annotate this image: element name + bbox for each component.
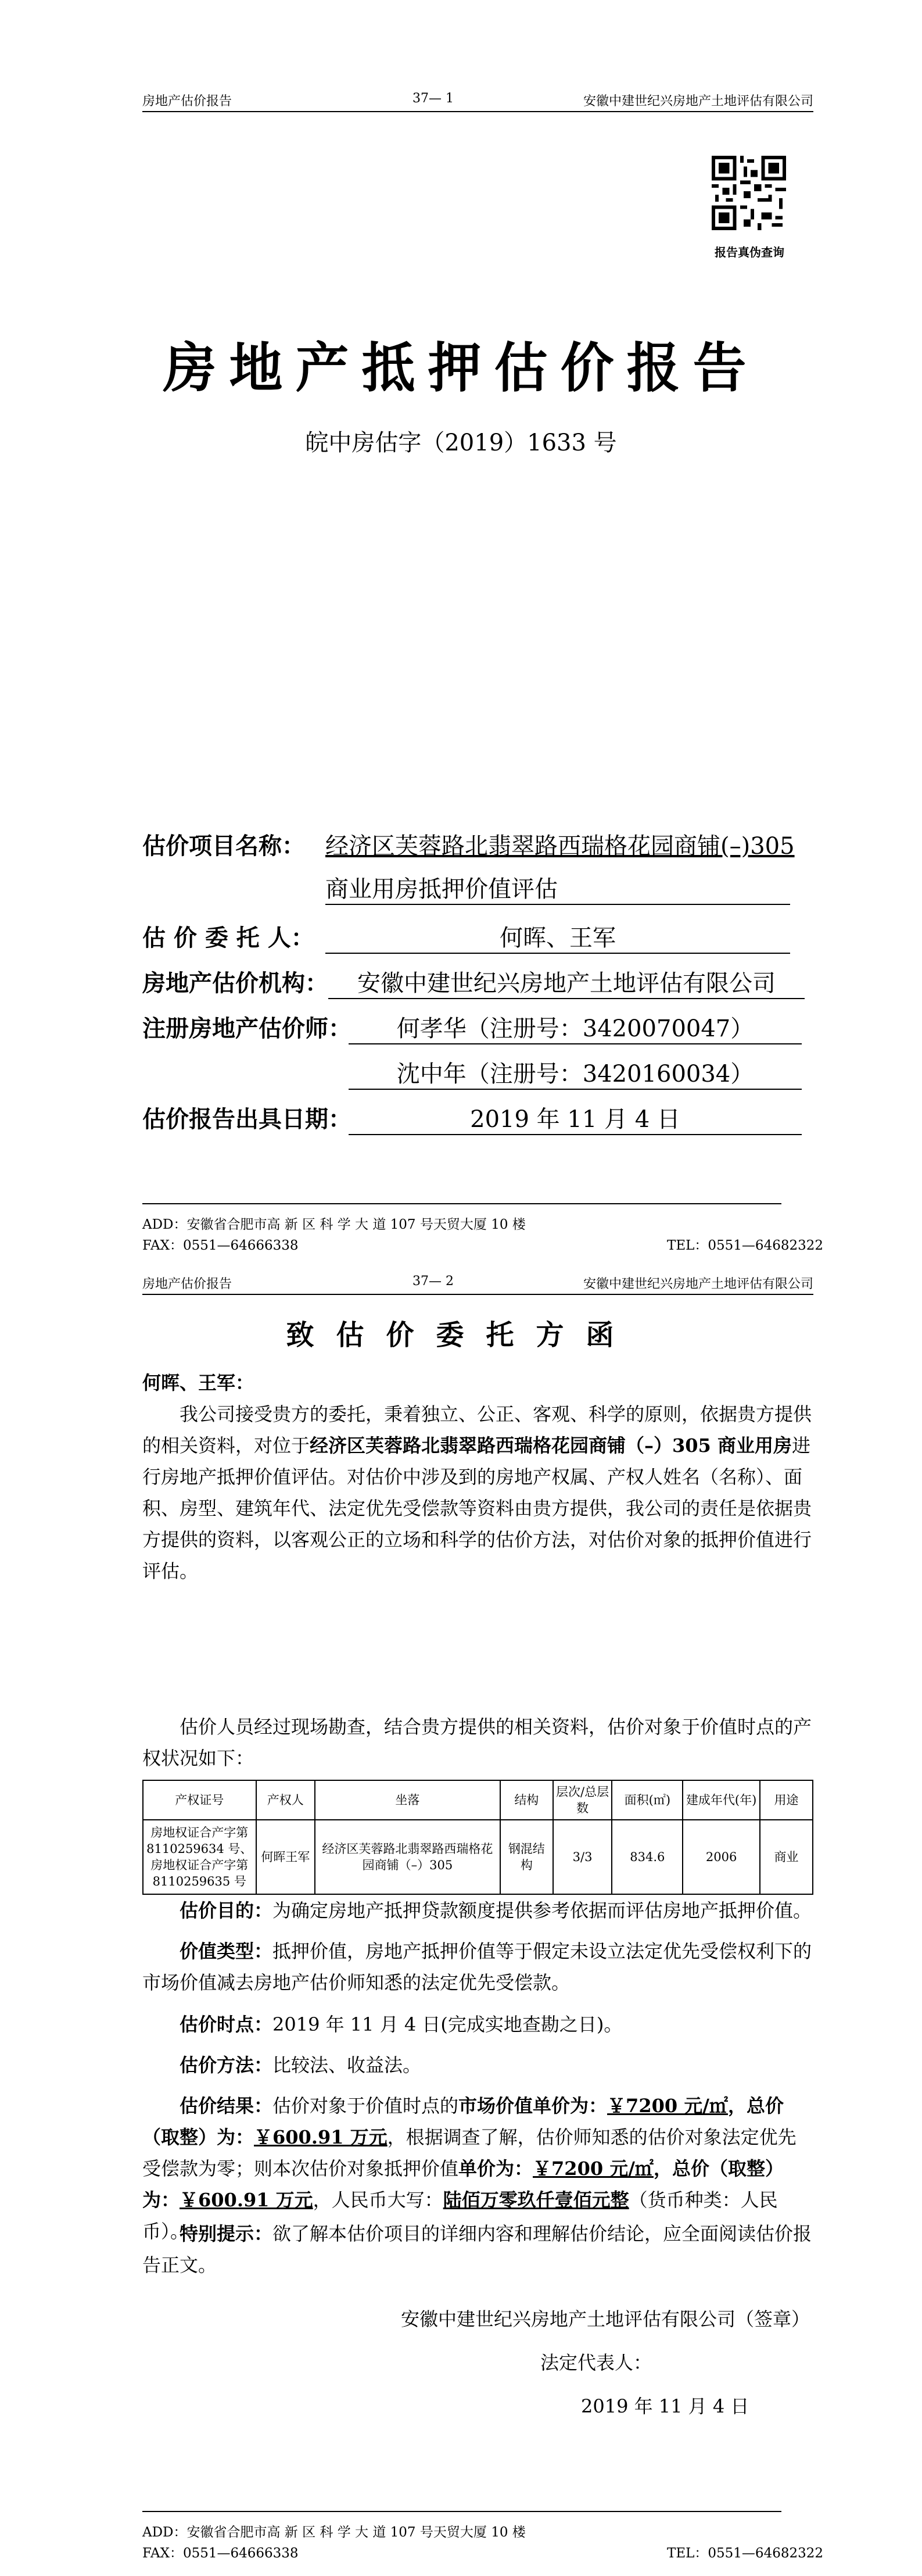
special-tip-label: 特别提示： [180,2223,273,2245]
header-page-number: 37— 2 [412,1274,454,1289]
letter-title: 致估价委托方函 [286,1319,636,1351]
result-text-m: ，人民币大写： [313,2189,443,2211]
footer-tel: TEL：0551—64682322 [667,1238,824,1253]
th-structure: 结构 [500,1780,553,1820]
cell-year: 2006 [683,1820,759,1894]
th-location: 坐落 [315,1780,500,1820]
value-type-line [142,1935,813,1998]
qr-caption: 报告真伪查询 [715,245,784,259]
value-type-label: 价值类型： [180,1940,273,1962]
project-name-line1: 经济区芙蓉路北翡翠路西瑞格花园商铺(–)305 [325,833,795,860]
header-company: 安徽中建世纪兴房地产土地评估有限公司 [583,1277,813,1291]
paragraph-2: 估价人员经过现场勘查，结合贵方提供的相关资料，估价对象于价值时点的产权状况如下： [142,1716,812,1769]
p1-property: 经济区芙蓉路北翡翠路西瑞格花园商铺（–）305 商业用房 [310,1434,792,1457]
th-usage: 用途 [760,1780,813,1820]
document-number: 皖中房估字（2019）1633 号 [305,430,617,456]
method-line [142,2049,813,2081]
qr-code-icon [712,156,786,230]
cell-usage: 商业 [760,1820,813,1894]
result-text-a: 估价对象于价值时点的 [272,2095,459,2117]
client-label: 估 价 委 托 人： [142,924,314,951]
result-comma-2: ， [653,2158,672,2180]
valuation-time-text: 2019 年 11 月 4 日(完成实地查勘之日)。 [272,2013,623,2035]
footer-fax: FAX：0551—64666338 [142,1238,299,1253]
page-header [142,1273,813,1295]
cell-structure: 钢混结构 [500,1820,553,1894]
paragraph-1 [142,1398,813,1587]
method-label: 估价方法： [180,2054,273,2076]
result-comma-1: ， [727,2095,747,2117]
letter-page [0,1273,922,2576]
page-header [142,90,813,112]
p1-text-a: 我公司接受贵方的委托，秉着独立、公正、客观、科学的原则，依据贵方提供的相关资料，对位于 [142,1403,812,1457]
table-header-row [143,1780,813,1820]
footer-tel: TEL：0551—64682322 [667,2546,824,2561]
footer-fax: FAX：0551—64666338 [142,2546,299,2561]
special-tip-line [142,2218,813,2281]
result-mortgage-total-label: 总价（取整）为： [142,2158,784,2211]
special-tip-text: 欲了解本估价项目的详细内容和理解估价结论，应全面阅读估价报告正文。 [142,2223,812,2276]
cell-floor: 3/3 [553,1820,612,1894]
purpose-text: 为确定房地产抵押贷款额度提供参考依据而评估房地产抵押价值。 [272,1899,812,1922]
result-currency: （货币种类：人民币）。 [142,2189,778,2242]
client-name: 何晖、王军 [325,920,790,954]
cell-cert: 房地权证合产字第 8110259634 号、房地权证合产字第 8110259635 号 [143,1820,256,1894]
agency-name: 安徽中建世纪兴房地产土地评估有限公司 [328,965,805,999]
signature-date: 2019 年 11 月 4 日 [581,2395,749,2417]
th-owner: 产权人 [256,1780,315,1820]
result-text-g: ，根据调查了解，估价师知悉的估价对象法定优先受偿款为零；则本次估价对象抵押价值 [142,2126,797,2180]
result-total-label: 总价（取整）为： [142,2095,784,2148]
footer-divider [142,1203,781,1204]
th-area: 面积(㎡) [612,1780,683,1820]
appraiser-2: 沈中年（注册号：3420160034） [349,1056,802,1090]
table-row [143,1820,813,1894]
purpose-label: 估价目的： [180,1899,273,1922]
report-date: 2019 年 11 月 4 日 [349,1101,802,1135]
method-text: 比较法、收益法。 [272,2054,422,2076]
project-name-line2: 商业用房抵押价值评估 [325,871,790,905]
cell-owner: 何晖王军 [256,1820,315,1894]
property-table [142,1780,813,1895]
valuation-time-line [142,2009,813,2040]
purpose-line [142,1895,813,1926]
result-amount-words: 陆佰万零玖仟壹佰元整 [443,2189,629,2211]
th-floor: 层次/总层数 [553,1780,612,1820]
appraiser-1: 何孝华（注册号：3420070047） [349,1010,802,1044]
th-year: 建成年代(年) [683,1780,759,1820]
appraiser-label: 注册房地产估价师： [142,1015,351,1042]
footer-address: ADD：安徽省合肥市高 新 区 科 学 大 道 107 号天贸大厦 10 楼 [142,2525,526,2540]
th-cert: 产权证号 [143,1780,256,1820]
salutation: 何晖、王军： [142,1372,254,1394]
result-total: ￥600.91 万元 [254,2126,388,2148]
header-left: 房地产估价报告 [142,1277,232,1291]
signature-company: 安徽中建世纪兴房地产土地评估有限公司（签章） [401,2308,810,2330]
agency-label: 房地产估价机构： [142,969,328,997]
header-company: 安徽中建世纪兴房地产土地评估有限公司 [583,94,813,109]
p1-text-c: 进行房地产抵押价值评估。对估价中涉及到的房地产权属、产权人姓名（名称）、面积、房型、建筑年代、法定优先受偿款等资料由贵方提供，我公司的责任是依据贵方提供的资料，以客观公正的立场和科学的估价方法，对估价对象的抵押价值进行评估。 [142,1434,812,1582]
cell-area: 834.6 [612,1820,683,1894]
result-mortgage-total: ￥600.91 万元 [180,2189,313,2211]
header-page-number: 37— 1 [412,91,454,106]
cell-location: 经济区芙蓉路北翡翠路西瑞格花园商铺（–）305 [315,1820,500,1894]
value-type-text: 抵押价值，房地产抵押价值等于假定未设立法定优先受偿权利下的市场价值减去房地产估价师知悉的法定优先受偿款。 [142,1940,812,1994]
signature-representative: 法定代表人： [540,2352,652,2374]
date-label: 估价报告出具日期： [142,1105,351,1133]
result-unit-price-label: 市场价值单价为： [458,2095,608,2117]
valuation-time-label: 估价时点： [180,2013,273,2035]
result-mortgage-unit-label: 单价为： [458,2158,533,2180]
footer-address: ADD：安徽省合肥市高 新 区 科 学 大 道 107 号天贸大厦 10 楼 [142,1217,526,1232]
header-left: 房地产估价报告 [142,94,232,109]
cover-page [0,0,922,1273]
result-label: 估价结果： [180,2095,273,2117]
project-label: 估价项目名称： [142,832,305,860]
footer-divider [142,2511,781,2512]
report-title: 房地产抵押估价报告 [163,337,759,399]
result-unit-price: ￥7200 元/㎡ [607,2095,728,2117]
result-mortgage-unit: ￥7200 元/㎡ [533,2158,654,2180]
